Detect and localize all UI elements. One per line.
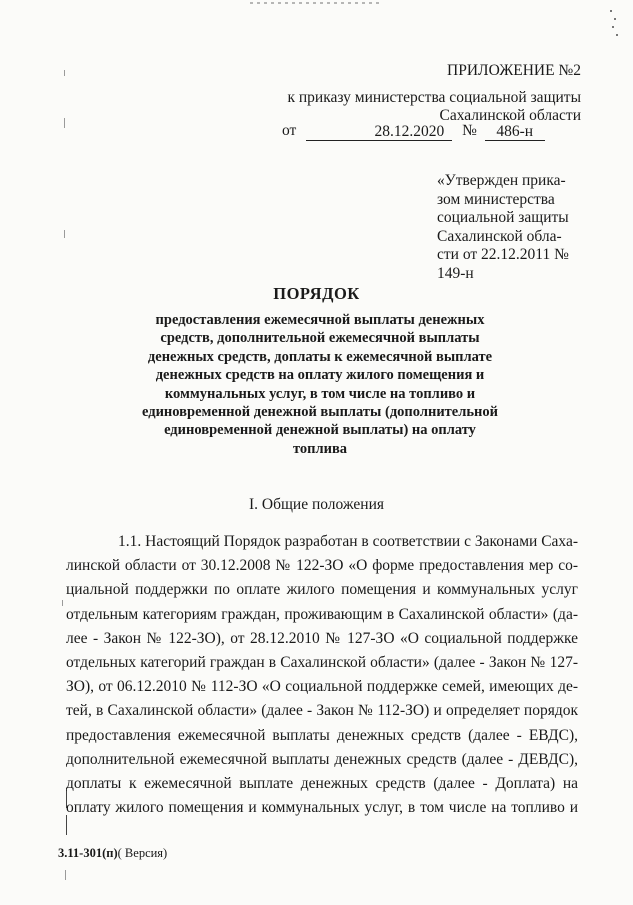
document-title: ПОРЯДОК — [273, 284, 360, 303]
scan-mark — [65, 870, 66, 880]
paragraph-line: ЗО), от 06.12.2010 № 112-ЗО «О социальной поддержке семей, имеющих де- — [66, 678, 578, 696]
scan-mark — [64, 118, 65, 128]
order-date: 28.12.2020 — [306, 122, 452, 141]
paragraph-line: лее - Закон № 122-ЗО), от 28.12.2010 № 127-ЗО «О социальной поддержке — [66, 629, 578, 647]
subtitle-line: денежных средств, доплаты к ежемесячной выплате — [147, 348, 493, 365]
date-prefix: от — [282, 122, 297, 139]
subtitle-line: предоставления ежемесячной выплаты денежных — [155, 312, 485, 328]
paragraph-line: линской области от 30.12.2008 № 122-ЗО «О форме предоставления мер со- — [66, 557, 578, 575]
scan-mark — [64, 70, 65, 76]
footer-doc-code — [58, 846, 167, 861]
footer-version: ( Версия) — [117, 846, 168, 860]
section-paragraph — [66, 530, 578, 820]
approval-note — [437, 172, 577, 283]
paragraph-line: отдельным категориям граждан, проживающим в Сахалинской области» (да- — [66, 605, 578, 623]
subtitle-line: средств, дополнительной ежемесячной выплаты — [160, 330, 480, 347]
scan-mark — [62, 600, 63, 606]
section-heading: I. Общие положения — [248, 496, 385, 513]
subtitle-line: топлива — [292, 440, 348, 457]
order-number: 486-н — [485, 122, 545, 141]
order-reference-line: к приказу министерства социальной защиты — [287, 89, 581, 106]
document-subtitle — [120, 311, 520, 458]
approval-line: Сахалинской обла- — [437, 227, 562, 245]
paragraph-line: оплату жилого помещения и коммунальных услуг, в том числе на топливо и — [66, 799, 578, 817]
subtitle-line: единовременной денежной выплаты (дополнительной — [142, 404, 498, 421]
subtitle-line: коммунальных услуг, в том числе на топливо и — [164, 385, 476, 402]
subtitle-line: денежных средств на оплату жилого помещения и — [155, 367, 485, 384]
order-reference-region: Сахалинской области — [439, 107, 581, 124]
scan-noise-right — [610, 10, 620, 40]
order-date-line — [282, 121, 545, 141]
scan-noise-top — [250, 2, 380, 4]
paragraph-line: тей, в Сахалинской области» (далее - Закон № 112-ЗО) и определяет порядок — [66, 702, 578, 720]
subtitle-line: единовременной денежной выплаты) на оплату — [164, 422, 476, 439]
scan-mark — [64, 230, 65, 238]
paragraph-line: дополнительной ежемесячной выплаты денежных средств (далее - ДЕВДС), — [66, 750, 578, 768]
paragraph-line: циальной поддержки по оплате жилого помещения и коммунальных услуг — [66, 581, 578, 599]
approval-line: «Утвержден прика- — [437, 172, 566, 189]
approval-line: 149-н — [437, 264, 474, 282]
paragraph-line: предоставления ежемесячной выплаты денежных средств (далее - ЕВДС), — [66, 726, 578, 744]
paragraph-line: доплаты к ежемесячной выплате денежных средств (далее - Доплата) на — [66, 774, 578, 792]
appendix-title: ПРИЛОЖЕНИЕ №2 — [447, 62, 581, 79]
approval-line: зом министерства — [437, 190, 555, 208]
footer-code: 3.11-301(п) — [58, 846, 118, 860]
paragraph-line: 1.1. Настоящий Порядок разработан в соответствии с Законами Саха- — [118, 533, 578, 550]
paragraph-line: отдельных категорий граждан в Сахалинской области» (далее - Закон № 127- — [66, 653, 578, 671]
approval-line: социальной защиты — [437, 209, 569, 226]
number-sign: № — [462, 122, 477, 139]
approval-line: сти от 22.12.2011 № — [437, 246, 569, 263]
